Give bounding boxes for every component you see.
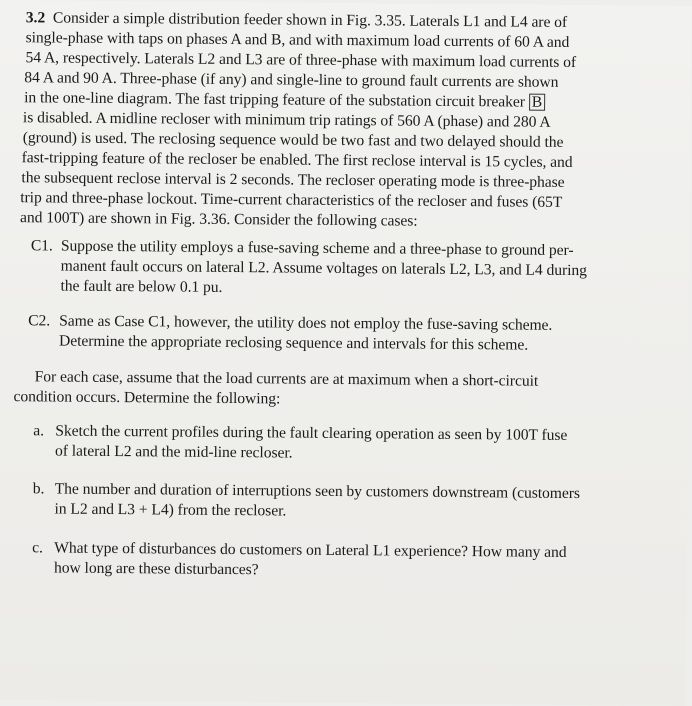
case-c1-line-2: manent fault occurs on lateral L2. Assume voltages on laterals L2, L3, and L4 during [60, 257, 588, 280]
problem-line-1: 3.2 Consider a simple distribution feeder shown in Fig. 3.35. Laterals L1 and L4 are of [25, 9, 568, 31]
case-c1-line-3: the fault are below 0.1 pu. [60, 277, 223, 296]
breaker-label-box: B [529, 94, 546, 111]
question-a-line-2: of lateral L2 and the mid-line recloser. [54, 442, 293, 462]
problem-line-10: trip and three-phase lockout. Time-current characteristics of the recloser and fuses (65T [20, 189, 563, 211]
problem-line-11: and 100T) are shown in Fig. 3.36. Consider the following cases: [20, 209, 418, 230]
problem-number: 3.2 [25, 9, 46, 27]
case-c2-label: C2. [28, 312, 51, 330]
question-a-line-1: Sketch the current profiles during the fault clearing operation as seen by 100T fuse [55, 422, 568, 444]
case-c1-label: C1. [30, 237, 53, 255]
problem-line-7: (ground) is used. The reclosing sequence would be two fast and two delayed should the [22, 129, 564, 151]
problem-line-8: fast-tripping feature of the recloser be enabled. The first reclose interval is 15 cycles, and [21, 149, 573, 172]
case-c1-line-1: Suppose the utility employs a fuse-saving scheme and a three-phase to ground per- [60, 237, 574, 260]
question-b-label: b. [32, 480, 45, 498]
instruction-line-2: condition occurs. Determine the following: [13, 388, 281, 408]
question-b-line-2: in L2 and L3 + L4) from the recloser. [54, 500, 287, 520]
question-a-label: a. [33, 422, 45, 440]
problem-line-9: the subsequent reclose interval is 2 seconds. The recloser operating mode is three-phase [21, 169, 565, 191]
problem-line-5: in the one-line diagram. The fast tripping feature of the substation circuit breaker B [24, 88, 545, 113]
problem-line-6: is disabled. A midline recloser with minimum trip ratings of 560 A (phase) and 280 A [22, 109, 551, 131]
instruction-line-1: For each case, assume that the load currents are at maximum when a short-circuit [34, 368, 539, 390]
problem-line-4: 84 A and 90 A. Three-phase (if any) and single-line to ground fault currents are shown [24, 69, 559, 91]
problem-line-3: 54 A, respectively. Laterals L2 and L3 are of three-phase with maximum load currents of [25, 49, 577, 72]
question-c-label: c. [32, 539, 44, 557]
problem-line-2: single-phase with taps on phases A and B, and with maximum load currents of 60 A and [25, 29, 570, 51]
question-c-line-2: how long are these disturbances? [53, 559, 259, 579]
question-b-line-1: The number and duration of interruptions seen by customers downstream (customers [54, 480, 580, 503]
case-c2-line-1: Same as Case C1, however, the utility does not employ the fuse-saving scheme. [59, 312, 553, 334]
question-c-line-1: What type of disturbances do customers on Lateral L1 experience? How many and [54, 539, 567, 561]
case-c2-line-2: Determine the appropriate reclosing sequence and intervals for this scheme. [58, 332, 529, 354]
